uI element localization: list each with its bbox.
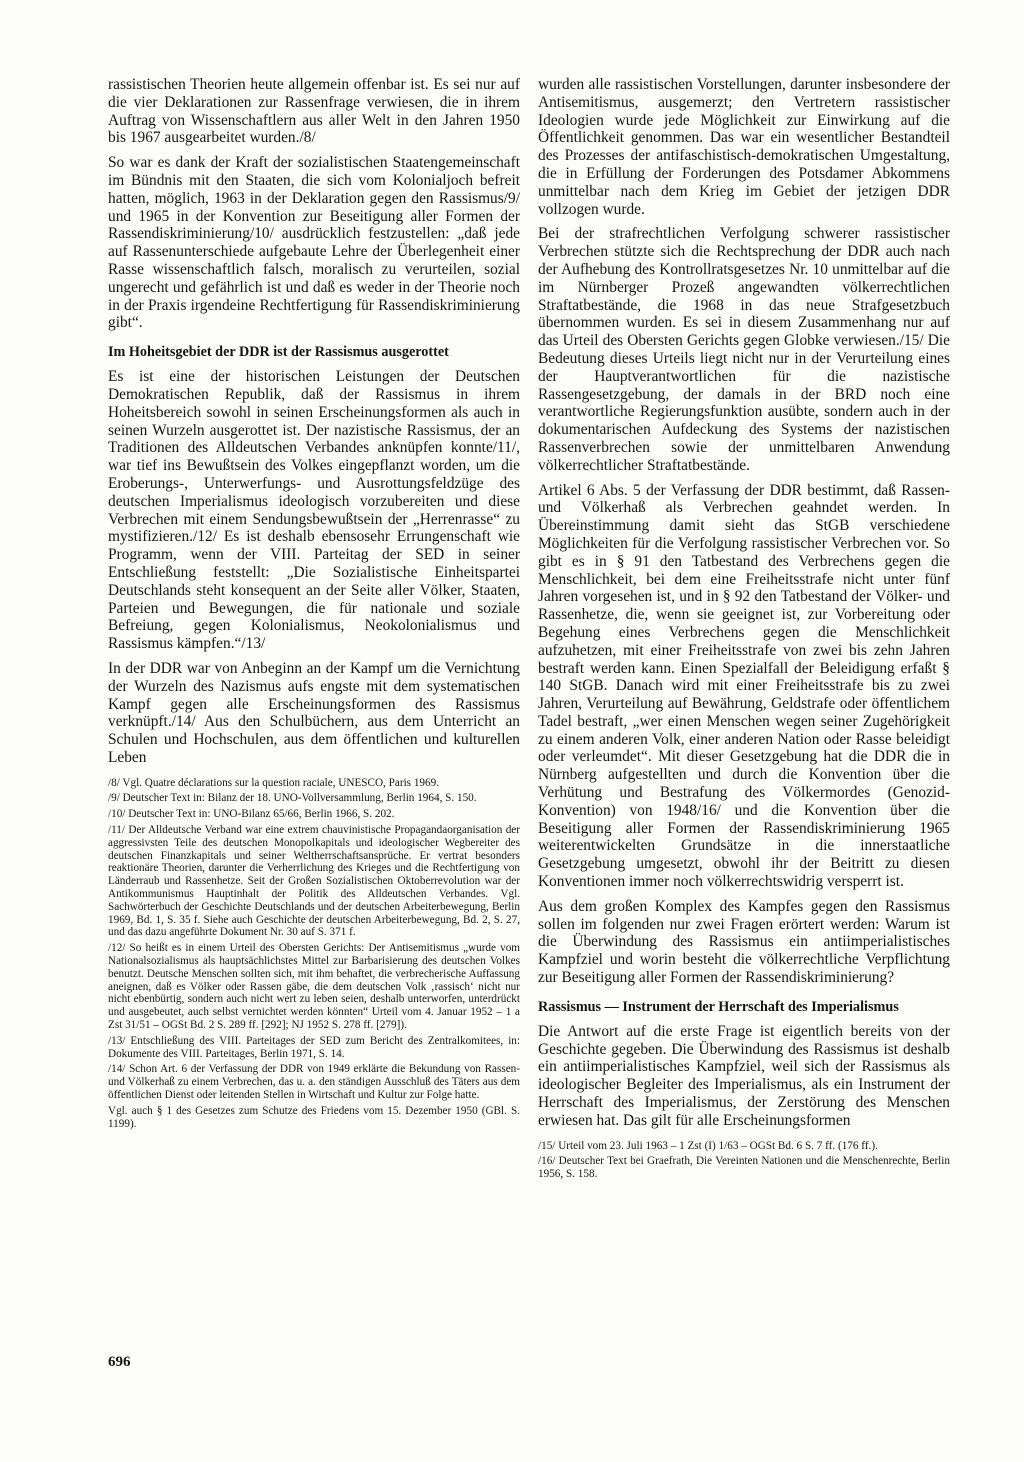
footnote: /11/ Der Alldeutsche Verband war eine extrem chauvinistische Propagandaorganisation der aggressivsten Teile des deutschen Monopolkapitals und ideologischer Wegbereiter des deutschen Finanzkapitals und seiner Weltherrschaftsansprüche. Er vertrat besonders reaktionäre Theorien, darunter die Verherrlichung des Krieges und die Rechtfertigung von Länderraub und Rassenhetze. Seit der Großen Sozialistischen Oktoberrevolution war der Antikommunismus Hauptinhalt der Politik des Alldeutschen Verbandes. Vgl. Sachwörterbuch der Geschichte Deutschlands und der deutschen Arbeiterbewegung, Berlin 1969, Bd. 1, S. 35 f. Siehe auch Geschichte der deutschen Arbeiterbewegung, Bd. 2, S. 27, und das dazu angeführte Dokument Nr. 30 auf S. 371 f. — [108, 824, 520, 939]
footnotes-right — [538, 1140, 950, 1181]
left-column — [108, 76, 520, 1133]
footnote: /12/ So heißt es in einem Urteil des Obersten Gerichts: Der Antisemitismus „wurde vom Nationalsozialismus als hauptsächlichstes Mittel zur Barbarisierung des deutschen Volkes benutzt. Deutsche Menschen sollten sich, mit ihm behaftet, die verbrecherische Auffassung aneignen, daß es Völker oder Rassen gäbe, die dem deutschen Volk ‚rassisch‘ nicht nur nicht ebenbürtig, sondern auch nicht wert zu leben seien, deshalb unterworfen, unterdrückt und ausgebeutet, auch selbst vernichtet werden könnten“ Urteil vom 4. Januar 1952 – 1 a Zst 31/51 – OGSt Bd. 2 S. 289 ff. [292]; NJ 1952 S. 278 ff. [279]). — [108, 942, 520, 1032]
body-paragraph: wurden alle rassistischen Vorstellungen, darunter insbesondere der Antisemitismus, ausgemerzt; den Vertretern rassistischer Ideologien wurde jede Möglichkeit zur Einwirkung auf die Öffentlichkeit genommen. Das war ein wesentlicher Bestandteil des Prozesses der antifaschistisch-demokratischen Umgestaltung, die in Erfüllung der Forderungen des Potsdamer Abkommens unmittelbar nach dem Krieg im Gebiet der jetzigen DDR vollzogen wurde. — [538, 76, 950, 218]
footnote: /15/ Urteil vom 23. Juli 1963 – 1 Zst (I) 1/63 – OGSt Bd. 6 S. 7 ff. (176 ff.). — [538, 1139, 878, 1152]
footnotes-left — [108, 777, 520, 1131]
footnote: /13/ Entschließung des VIII. Parteitages der SED zum Bericht des Zentralkomitees, in: Dokumente des VIII. Parteitages, Berlin 1971, S. 14. — [108, 1034, 520, 1060]
section-heading: Im Hoheitsgebiet der DDR ist der Rassismus ausgerottet — [108, 344, 449, 361]
body-paragraph: Es ist eine der historischen Leistungen der Deutschen Demokratischen Republik, daß der Rassismus in ihrem Hoheitsbereich sowohl in seinen Erscheinungsformen als auch in seinen Wurzeln ausgerottet ist. Der nazistische Rassismus, der an Traditionen des Alldeutschen Verbandes anknüpfen konnte/11/, war tief ins Bewußtsein des Volkes eingepflanzt worden, um die Eroberungs-, Unterwerfungs- und Ausrottungsfeldzüge des deutschen Imperialismus ideologisch vorzubereiten und diese Verbrechen mit einem Sendungsbewußtsein der „Herrenrasse“ zu mystifizieren./12/ Es ist deshalb ebensosehr Errungenschaft wie Programm, wenn der VIII. Parteitag der SED in seiner Entschließung feststellt: „Die Sozialistische Einheitspartei Deutschlands steht konsequent an der Seite aller Völker, Staaten, Parteien und Bewegungen, die für nationale und soziale Befreiung, gegen Kolonialismus, Neokolonialismus und Rassismus kämpfen.“/13/ — [108, 368, 520, 653]
footnote: /10/ Deutscher Text in: UNO-Bilanz 65/66, Berlin 1966, S. 202. — [108, 808, 395, 821]
footnote: /9/ Deutscher Text in: Bilanz der 18. UNO-Vollversammlung, Berlin 1964, S. 150. — [108, 792, 477, 805]
page-number: 696 — [108, 1354, 131, 1370]
footnote: Vgl. auch § 1 des Gesetzes zum Schutze des Friedens vom 15. Dezember 1950 (GBl. S. 1199). — [108, 1104, 520, 1130]
body-paragraph: So war es dank der Kraft der sozialistischen Staatengemeinschaft im Bündnis mit den Staaten, die sich vom Kolonialjoch befreit hatten, möglich, 1963 in der Deklaration gegen den Rassismus/9/ und 1965 in der Konvention zur Beseitigung aller Formen der Rassendiskriminierung/10/ ausdrücklich festzustellen: „daß jede auf Rassenunterschiede aufgebaute Lehre der Überlegenheit einer Rasse wissenschaftlich falsch, moralisch zu verurteilen, sozial ungerecht und gefährlich ist und daß es weder in der Theorie noch in der Praxis irgendeine Rechtfertigung für Rassendiskriminierung gibt“. — [108, 154, 520, 332]
body-paragraph: Die Antwort auf die erste Frage ist eigentlich bereits von der Geschichte gegeben. Die Überwindung des Rassismus ist deshalb ein antiimperialistisches Kampfziel, weil sich der Rassismus als ideologischer Begleiter des Imperialismus, als ein Instrument der Herrschaft des Imperialismus, der Zerstörung des Menschen erwiesen hat. Das gilt für alle Erscheinungsformen — [538, 1022, 950, 1129]
body-paragraph: Aus dem großen Komplex des Kampfes gegen den Rassismus sollen im folgenden nur zwei Fragen erörtert werden: Warum ist die Überwindung des Rassismus ein antiimperialistisches Kampfziel und worin besteht die völkerrechtliche Verpflichtung zur Beseitigung aller Formen der Rassendiskriminierung? — [538, 897, 950, 987]
body-paragraph: Artikel 6 Abs. 5 der Verfassung der DDR bestimmt, daß Rassen- und Völkerhaß als Verbrechen geahndet werden. In Übereinstimmung damit sieht das StGB verschiedene Möglichkeiten für die Verfolgung rassistischer Verbrechen vor. So gibt es in § 91 den Tatbestand des Verbrechens gegen die Menschlichkeit, bei dem eine Freiheitsstrafe nicht unter fünf Jahren vorgesehen ist, und in § 92 den Tatbestand der Völker- und Rassenhetze, die, wenn sie geeignet ist, zur Vorbereitung oder Begehung eines Verbrechens gegen die Menschlichkeit aufzuhetzen, mit einer Freiheitsstrafe von zwei bis zehn Jahren bestraft werden kann. Einen Spezialfall der Beleidigung erfaßt § 140 StGB. Danach wird mit einer Freiheitsstrafe bis zu zwei Jahren, Verurteilung auf Bewährung, Geldstrafe oder öffentlichem Tadel bestraft, „wer einen Menschen wegen seiner Zugehörigkeit zu einem anderen Volk, einer anderen Nation oder Rasse beleidigt oder verleumdet“. Mit dieser Gesetzgebung hat die DDR die in Nürnberg aufgestellten und durch die Konvention über die Verhütung und Bestrafung des Völkermordes (Genozid-Konvention) von 1948/16/ und die Konvention über die Beseitigung aller Formen der Rassendiskriminierung 1965 weiterentwickelten Grundsätze in die innerstaatliche Gesetzgebung umgesetzt, obwohl ihr der Beitritt zu diesen Konventionen immer noch völkerrechtswidrig versperrt ist. — [538, 481, 950, 891]
footnote: /16/ Deutscher Text bei Graefrath, Die Vereinten Nationen und die Menschenrechte, Berlin 1956, S. 158. — [538, 1155, 950, 1181]
body-paragraph: Bei der strafrechtlichen Verfolgung schwerer rassistischer Verbrechen stützte sich die Rechtsprechung der DDR auch nach der Aufhebung des Kontrollratsgesetzes Nr. 10 unmittelbar auf die im Nürnberger Prozeß angewandten völkerrechtlichen Straftatbestände, die 1968 in das neue Strafgesetzbuch übernommen wurden. Es sei in diesem Zusammenhang nur auf das Urteil des Obersten Gerichts gegen Globke verwiesen./15/ Die Bedeutung dieses Urteils liegt nicht nur in der Verurteilung eines der Hauptverantwortlichen für die nazistische Rassengesetzgebung, der damals in der BRD noch eine verantwortliche Regierungsfunktion ausübte, sondern auch in der dokumentarischen Aufdeckung des Systems der nazistischen Rassenverbrechen sowie der unmittelbaren Anwendung völkerrechtlicher Straftatbestände. — [538, 225, 950, 474]
body-paragraph: rassistischen Theorien heute allgemein offenbar ist. Es sei nur auf die vier Deklarationen zur Rassenfrage verwiesen, die in ihrem Auftrag von Wissenschaftlern aus aller Welt in den Jahren 1950 bis 1967 ausgearbeitet wurden./8/ — [108, 76, 520, 147]
section-heading: Rassismus — Instrument der Herrschaft des Imperialismus — [538, 998, 899, 1015]
right-column — [538, 76, 950, 1184]
body-paragraph: In der DDR war von Anbeginn an der Kampf um die Vernichtung der Wurzeln des Nazismus aufs engste mit dem systematischen Kampf gegen alle Erscheinungsformen des Rassismus verknüpft./14/ Aus den Schulbüchern, aus dem Unterricht an Schulen und Hochschulen, aus dem öffentlichen und kulturellen Leben — [108, 659, 520, 766]
footnote: /8/ Vgl. Quatre déclarations sur la question raciale, UNESCO, Paris 1969. — [108, 776, 439, 789]
footnote: /14/ Schon Art. 6 der Verfassung der DDR von 1949 erklärte die Bekundung von Rassen- und Völkerhaß zu einem Verbrechen, das u. a. den ständigen Ausschluß des Täters aus dem öffentlichen Dienst oder leitenden Stellen in Wirtschaft und Kultur zur Folge hatte. — [108, 1063, 520, 1102]
